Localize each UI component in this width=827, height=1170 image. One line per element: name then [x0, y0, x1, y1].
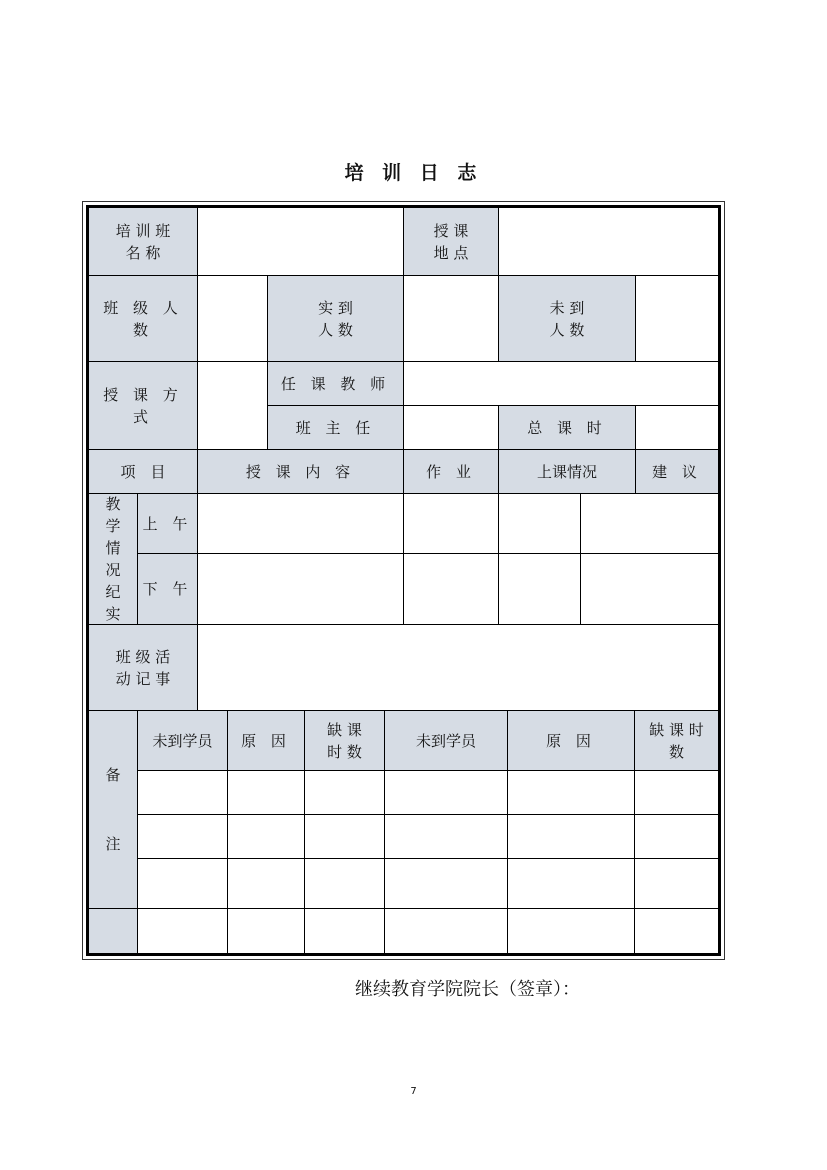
remark-cell[interactable]	[138, 771, 228, 815]
morning-attendance-field[interactable]	[499, 494, 581, 554]
total-hours-label: 总 课 时	[499, 406, 636, 450]
remarks-label-bottom: 注	[105, 834, 121, 853]
morning-content-field[interactable]	[198, 494, 404, 554]
location-field[interactable]	[499, 208, 718, 276]
remark-cell[interactable]	[508, 815, 635, 859]
remark-cell[interactable]	[305, 909, 385, 953]
remark-cell[interactable]	[305, 771, 385, 815]
remark-cell[interactable]	[385, 815, 508, 859]
afternoon-suggestion-field[interactable]	[581, 554, 718, 625]
class-activity-label: 班 级 活 动 记 事	[89, 625, 198, 711]
class-activity-field[interactable]	[198, 625, 718, 711]
remark-cell[interactable]	[635, 909, 718, 953]
remark-cell[interactable]	[508, 859, 635, 909]
remark-cell[interactable]	[138, 859, 228, 909]
remark-cell[interactable]	[385, 909, 508, 953]
remark-cell[interactable]	[228, 771, 305, 815]
class-name-field[interactable]	[198, 208, 404, 276]
remark-cell[interactable]	[305, 859, 385, 909]
teaching-record-label: 教 学 情 况 纪 实	[89, 494, 138, 625]
morning-homework-field[interactable]	[404, 494, 499, 554]
remark-cell[interactable]	[508, 771, 635, 815]
class-size-field[interactable]	[198, 276, 268, 362]
teaching-mode-label: 授 课 方 式	[89, 362, 198, 450]
teacher-field[interactable]	[404, 362, 718, 406]
remark-cell[interactable]	[228, 909, 305, 953]
absent-label: 未 到 人 数	[499, 276, 636, 362]
teaching-mode-field[interactable]	[198, 362, 268, 450]
remark-cell[interactable]	[635, 771, 718, 815]
afternoon-label: 下 午	[138, 554, 198, 625]
class-size-label: 班 级 人 数	[89, 276, 198, 362]
remark-cell[interactable]	[228, 859, 305, 909]
morning-suggestion-field[interactable]	[581, 494, 718, 554]
document-title: 培 训 日 志	[344, 162, 483, 184]
remarks-label	[89, 711, 138, 909]
remarks-label-top: 备	[105, 766, 121, 785]
head-teacher-label: 班 主 任	[268, 406, 404, 450]
afternoon-attendance-field[interactable]	[499, 554, 581, 625]
suggestion-header: 建 议	[636, 450, 718, 494]
remark-cell[interactable]	[385, 771, 508, 815]
dean-signature-line: 继续教育学院院长（签章）：	[355, 979, 580, 1000]
missed-hours-header-2: 缺 课 时 数	[635, 711, 718, 771]
attended-label: 实 到 人 数	[268, 276, 404, 362]
remark-cell[interactable]	[635, 815, 718, 859]
remark-cell[interactable]	[385, 859, 508, 909]
reason-header-2: 原 因	[508, 711, 635, 771]
reason-header-1: 原 因	[228, 711, 305, 771]
content-header: 授 课 内 容	[198, 450, 404, 494]
remark-cell[interactable]	[305, 815, 385, 859]
morning-label: 上 午	[138, 494, 198, 554]
page-number: 7	[410, 1086, 417, 1097]
attended-field[interactable]	[404, 276, 499, 362]
absent-student-header-1: 未到学员	[138, 711, 228, 771]
remark-cell[interactable]	[138, 909, 228, 953]
attendance-header: 上课情况	[499, 450, 636, 494]
last-row-label-cell	[89, 909, 138, 953]
absent-field[interactable]	[636, 276, 718, 362]
training-log-table	[86, 205, 721, 956]
remark-cell[interactable]	[635, 859, 718, 909]
remark-cell[interactable]	[508, 909, 635, 953]
afternoon-homework-field[interactable]	[404, 554, 499, 625]
remark-cell[interactable]	[138, 815, 228, 859]
item-header: 项 目	[89, 450, 198, 494]
missed-hours-header-1: 缺 课 时 数	[305, 711, 385, 771]
homework-header: 作 业	[404, 450, 499, 494]
remark-cell[interactable]	[228, 815, 305, 859]
class-name-label: 培 训 班 名 称	[89, 208, 198, 276]
location-label: 授 课 地 点	[404, 208, 499, 276]
total-hours-field[interactable]	[636, 406, 718, 450]
teacher-label: 任 课 教 师	[268, 362, 404, 406]
afternoon-content-field[interactable]	[198, 554, 404, 625]
absent-student-header-2: 未到学员	[385, 711, 508, 771]
head-teacher-field[interactable]	[404, 406, 499, 450]
